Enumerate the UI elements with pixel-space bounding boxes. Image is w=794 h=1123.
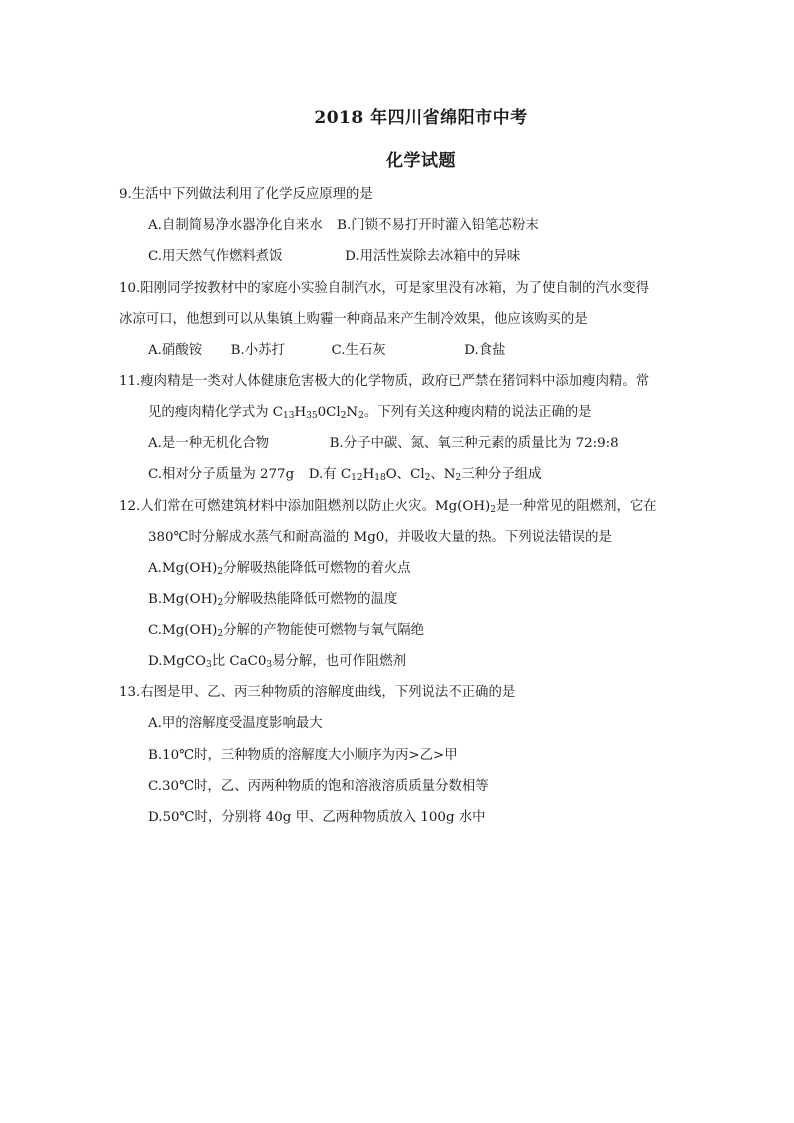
- formula-element: O、Cl: [385, 467, 425, 482]
- formula-prefix: 见的瘦肉精化学式为 C: [148, 405, 284, 420]
- question-9-option-c: C.用天然气作燃料煮饭: [148, 249, 283, 264]
- stem-suffix: 是一种常见的阻燃剂，它在: [496, 499, 657, 514]
- option-suffix: 易分解，也可作阻燃剂: [272, 654, 407, 669]
- formula-prefix: D.MgCO: [148, 654, 207, 669]
- question-9-option-a: A.自制简易净水器净化自来水: [148, 218, 323, 233]
- question-11-option-a: A.是一种无机化合物: [148, 436, 270, 451]
- formula-prefix: A.Mg(OH): [148, 561, 218, 576]
- formula-sub: 2: [455, 473, 462, 483]
- question-9-options-ab: [148, 217, 539, 235]
- question-10-option-b: B.小苏打: [230, 343, 285, 358]
- formula-sub: 13: [283, 411, 295, 421]
- formula-sub: 2: [424, 473, 431, 483]
- option-suffix: 三种分子组成: [461, 467, 542, 482]
- formula-prefix: D.有 C: [308, 467, 352, 482]
- question-12-option-a: [148, 560, 411, 578]
- formula-element: 比 CaC0: [211, 654, 267, 669]
- formula-element: H: [294, 405, 307, 420]
- question-10-option-d: D.食盐: [464, 343, 506, 358]
- question-11-stem-line-2: [148, 404, 592, 422]
- question-10-option-c: C.生石灰: [331, 343, 386, 358]
- option-suffix: 分解吸热能降低可燃物的着火点: [223, 561, 411, 576]
- question-9-stem: 9.生活中下列做法利用了化学反应原理的是: [119, 187, 373, 202]
- stem-prefix: 12.人们常在可燃建筑材料中添加阻燃剂以防止火灾。Mg(OH): [119, 499, 491, 514]
- question-10-options: [148, 342, 505, 360]
- question-13-option-c: C.30℃时，乙、丙两种物质的饱和溶液溶质质量分数相等: [148, 779, 489, 794]
- exam-title: 2018 年四川省绵阳市中考: [314, 108, 528, 128]
- option-suffix: 分解吸热能降低可燃物的温度: [223, 592, 398, 607]
- question-12-stem-line-1: [119, 498, 657, 516]
- question-13-option-d: D.50℃时，分别将 40g 甲、乙两种物质放入 100g 水中: [148, 810, 486, 825]
- formula-sub: 2: [217, 598, 224, 608]
- stem-suffix: 。下列有关这种瘦肉精的说法正确的是: [363, 405, 592, 420]
- formula-element: 、N: [430, 467, 456, 482]
- formula-sub: 2: [217, 567, 224, 577]
- question-13-stem: 13.右图是甲、乙、丙三种物质的溶解度曲线，下列说法不正确的是: [119, 685, 516, 700]
- formula-sub: 2: [217, 629, 224, 639]
- question-12-stem-line-2: 380℃时分解成水蒸气和耐高溢的 Mg0，并吸收大量的热。下列说法错误的是: [148, 530, 612, 545]
- question-11-options-ab: [148, 435, 619, 453]
- formula-sub: 3: [206, 660, 212, 670]
- formula-element: 0Cl: [317, 405, 341, 420]
- formula-sub: 2: [490, 505, 497, 515]
- question-11-options-cd: [148, 466, 542, 484]
- question-12-option-b: [148, 591, 397, 609]
- formula-sub: 12: [351, 473, 363, 483]
- question-9-option-b: B.门锁不易打开时灌入铅笔芯粉末: [337, 218, 539, 233]
- question-9-option-d: D.用活性炭除去冰箱中的异味: [345, 249, 521, 264]
- question-13-option-b: B.10℃时，三种物质的溶解度大小顺序为丙>乙>甲: [148, 748, 458, 763]
- option-suffix: 分解的产物能使可燃物与氧气隔绝: [223, 623, 425, 638]
- question-13-option-a: A.甲的溶解度受温度影响最大: [148, 716, 323, 731]
- question-11-option-d: [309, 467, 542, 482]
- formula-element: H: [362, 467, 375, 482]
- question-10-option-a: A.硝酸铵: [148, 343, 203, 358]
- question-12-option-c: [148, 622, 424, 640]
- formula-prefix: C.Mg(OH): [148, 623, 218, 638]
- question-11-stem-line-1: 11.瘦肉精是一类对人体健康危害极大的化学物质，政府已严禁在猪饲料中添加瘦肉精。常: [119, 374, 650, 389]
- formula-element: N: [346, 405, 359, 420]
- question-11-option-b: B.分子中碳、氮、氧三种元素的质量比为 72:9:8: [329, 436, 619, 451]
- formula-sub: 3: [266, 660, 273, 670]
- exam-subtitle: 化学试题: [386, 151, 456, 171]
- formula-sub: 2: [358, 411, 364, 421]
- formula-prefix: B.Mg(OH): [148, 592, 218, 607]
- formula-sub: 2: [340, 411, 347, 421]
- formula-sub: 35: [306, 411, 318, 421]
- question-9-options-cd: [148, 248, 520, 266]
- question-10-stem-line-1: 10.阳刚同学按教材中的家庭小实验自制汽水，可是家里没有冰箱，为了使自制的汽水变得: [119, 281, 650, 296]
- question-10-stem-line-2: 冰凉可口，他想到可以从集镇上购霾一种商品来产生制冷效果，他应该购买的是: [119, 312, 588, 327]
- formula-sub: 18: [374, 473, 386, 483]
- question-12-option-d: [148, 653, 406, 671]
- question-11-option-c: C.相对分子质量为 277g: [148, 467, 295, 482]
